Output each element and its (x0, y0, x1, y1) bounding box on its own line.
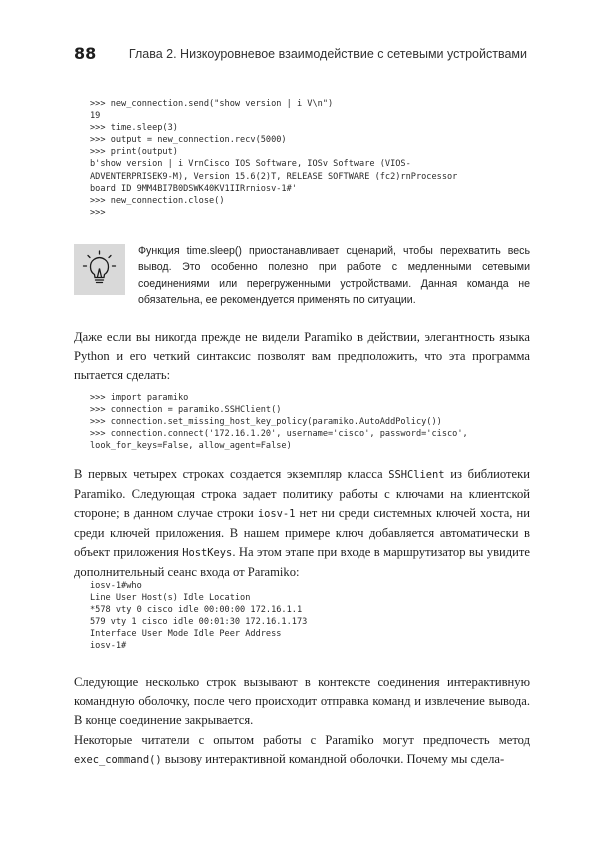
inline-code: exec_command() (74, 754, 162, 766)
lightbulb-icon (74, 244, 125, 295)
paragraph: Следующие несколько строк вызывают в контексте соединения интерактивную командную оболочку, после чего происходит отправка команд и извлечение вывода. В конце соединение закрывается. (74, 675, 530, 727)
inline-code: SSHClient (388, 469, 445, 481)
code-line: ADVENTERPRISEK9-M), Version 15.6(2)T, RELEASE SOFTWARE (fc2)rnProcessor (90, 171, 458, 182)
code-line: >>> (90, 207, 106, 218)
paragraph: Даже если вы никогда прежде не видели Paramiko в действии, элегантность языка Python и его четкий синтаксис позволят вам предположить, что эта программа пытается сделать: (74, 330, 530, 382)
tip-note: Функция time.sleep() приостанавливает сценарий, чтобы перехватить весь вывод. Это особенно полезно при работе с медленными сетевыми соединениями или перегруженными устройствами. Данная команда не обязательна, ее рекомендуется применять по ситуации. (138, 245, 530, 307)
inline-code: iosv-1 (257, 508, 296, 520)
code-line: look_for_keys=False, allow_agent=False) (90, 441, 292, 452)
code-line: >>> connection = paramiko.SSHClient() (90, 405, 282, 416)
chapter-title: Глава 2. Низкоуровневое взаимодействие с сетевыми устройствами (128, 47, 527, 61)
code-line: >>> import paramiko (90, 393, 189, 403)
code-line: *578 vty 0 cisco idle 00:00:00 172.16.1.1 (90, 605, 303, 616)
code-line: Interface User Mode Idle Peer Address (90, 629, 282, 640)
code-block-connect (90, 392, 468, 452)
code-line: Line User Host(s) Idle Location (90, 593, 251, 604)
code-line: >>> new_connection.close() (90, 195, 225, 206)
page-number: 88 (74, 44, 97, 63)
code-line: board ID 9MM4BI7B0DSWK40KV1IIRrniosv-1#' (90, 183, 297, 194)
code-line: 579 vty 1 cisco idle 00:01:30 172.16.1.173 (90, 617, 308, 628)
code-block-send-recv (90, 98, 457, 219)
code-line: b'show version | i VrnCisco IOS Software, IOSv Software (VIOS- (90, 159, 411, 170)
code-line: >>> time.sleep(3) (90, 123, 178, 134)
inline-code: HostKeys (182, 547, 233, 559)
code-line: iosv-1# (90, 641, 127, 652)
code-line: >>> print(output) (90, 147, 178, 158)
code-line: >>> connection.set_missing_host_key_policy(paramiko.AutoAddPolicy()) (90, 417, 442, 428)
paragraph: Некоторые читатели с опытом работы с Paramiko могут предпочесть метод exec_command() вызову интерактивной командной оболочки. Почему мы сдела- (74, 733, 530, 766)
code-line: iosv-1#who (90, 581, 142, 591)
paragraph: В первых четырех строках создается экземпляр класса SSHClient из библиотеки Paramiko. Следующая строка задает политику работы с ключами на клиентской стороне; в данном случае строки iosv-1 нет ни среди системных ключей хоста, ни среди ключей приложения. В нашем примере ключ добавляется автоматически в объект приложения HostKeys. На этом этапе при входе в маршрутизатор вы увидите дополнительный сеанс входа от Paramiko: (74, 467, 531, 579)
code-line: >>> output = new_connection.recv(5000) (90, 135, 287, 146)
code-line: >>> new_connection.send("show version | i V\n") (90, 99, 334, 109)
code-line: >>> connection.connect('172.16.1.20', username='cisco', password='cisco', (90, 429, 468, 440)
code-line: 19 (90, 111, 101, 122)
code-block-who (90, 580, 307, 653)
